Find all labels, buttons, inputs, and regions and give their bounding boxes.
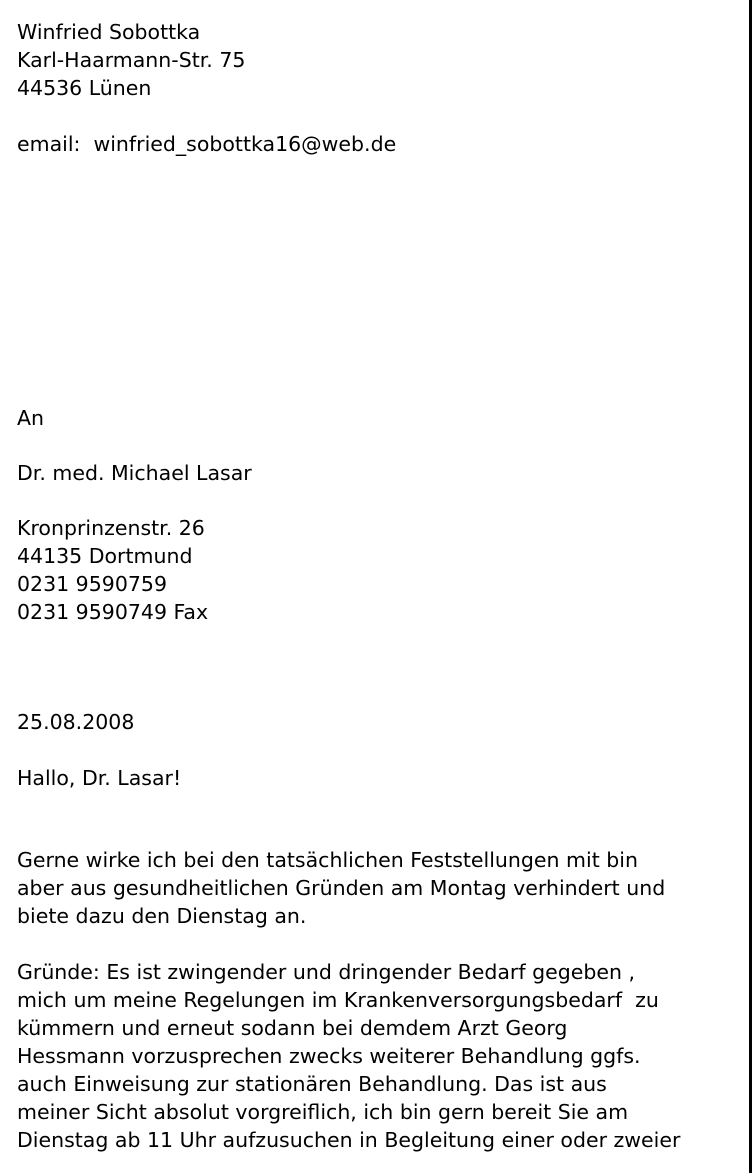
recipient-fax: 0231 9590749 Fax	[17, 600, 209, 624]
paragraph-line: mich um meine Regelungen im Krankenversorgungsbedarf zu	[17, 988, 659, 1012]
recipient-street: Kronprinzenstr. 26	[17, 516, 205, 540]
sender-street: Karl-Haarmann-Str. 75	[17, 48, 246, 72]
recipient-city: 44135 Dortmund	[17, 544, 193, 568]
sender-name: Winfried Sobottka	[17, 20, 201, 44]
paragraph-line: biete dazu den Dienstag an.	[17, 904, 307, 928]
paragraph-line: auch Einweisung zur stationären Behandlung. Das ist aus	[17, 1072, 607, 1096]
paragraph-line: meiner Sicht absolut vorgreiflich, ich bin gern bereit Sie am	[17, 1100, 629, 1124]
recipient-name: Dr. med. Michael Lasar	[17, 461, 252, 485]
sender-email: email: winfried_sobottka16@web.de	[17, 132, 397, 156]
recipient-phone: 0231 9590759	[17, 572, 167, 596]
paragraph-line: Gerne wirke ich bei den tatsächlichen Feststellungen mit bin	[17, 848, 638, 872]
paragraph-line: kümmern und erneut sodann bei demdem Arzt Georg	[17, 1016, 568, 1040]
letter-date: 25.08.2008	[17, 710, 135, 734]
sender-city: 44536 Lünen	[17, 76, 152, 100]
paragraph-line: Gründe: Es ist zwingender und dringender Bedarf gegeben ,	[17, 960, 635, 984]
paragraph-line: Dienstag ab 11 Uhr aufzusuchen in Begleitung einer oder zweier	[17, 1128, 681, 1152]
letter-greeting: Hallo, Dr. Lasar!	[17, 766, 182, 790]
paragraph-line: Hessmann vorzusprechen zwecks weiterer Behandlung ggfs.	[17, 1044, 641, 1068]
paragraph-line: aber aus gesundheitlichen Gründen am Montag verhindert und	[17, 876, 666, 900]
recipient-salutation: An	[17, 406, 45, 430]
